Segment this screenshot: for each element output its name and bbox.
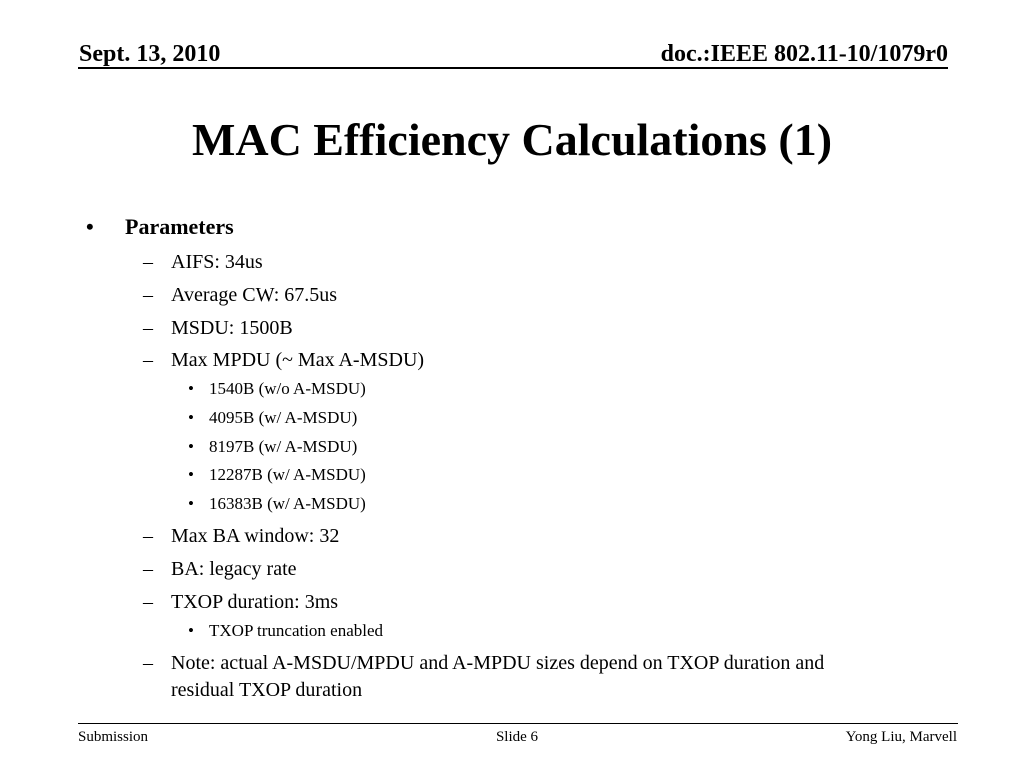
dash-icon: –	[143, 591, 153, 613]
dash-icon: –	[143, 284, 153, 306]
note-line-2: residual TXOP duration	[171, 679, 363, 701]
bullet-icon: •	[188, 465, 194, 484]
param-ba-rate: BA: legacy rate	[171, 558, 297, 580]
bullet-icon: •	[188, 379, 194, 398]
header-doc-id: doc.:IEEE 802.11-10/1079r0	[660, 41, 948, 67]
dash-icon: –	[143, 349, 153, 371]
param-msdu: MSDU: 1500B	[171, 317, 293, 339]
dash-icon: –	[143, 525, 153, 547]
bullet-icon: •	[188, 621, 194, 640]
bullet-icon: •	[188, 437, 194, 456]
mpdu-size-item: 16383B (w/ A-MSDU)	[209, 494, 366, 513]
footer-author: Yong Liu, Marvell	[845, 729, 957, 745]
bullet-icon: •	[86, 214, 94, 239]
param-max-ba-window: Max BA window: 32	[171, 525, 340, 547]
header-date: Sept. 13, 2010	[79, 41, 221, 67]
slide-title: MAC Efficiency Calculations (1)	[191, 114, 833, 165]
dash-icon: –	[143, 317, 153, 339]
dash-icon: –	[143, 652, 153, 674]
parameters-heading: Parameters	[125, 214, 234, 239]
txop-truncation-item: TXOP truncation enabled	[209, 621, 384, 640]
mpdu-size-item: 12287B (w/ A-MSDU)	[209, 465, 366, 484]
mpdu-size-item: 4095B (w/ A-MSDU)	[209, 408, 358, 427]
footer-divider	[78, 723, 958, 724]
param-txop-duration: TXOP duration: 3ms	[171, 591, 339, 613]
footer-submission: Submission	[78, 729, 149, 745]
bullet-icon: •	[188, 408, 194, 427]
footer-slide-number: Slide 6	[495, 729, 539, 745]
bullet-icon: •	[188, 494, 194, 513]
dash-icon: –	[143, 558, 153, 580]
param-aifs: AIFS: 34us	[171, 251, 263, 273]
mpdu-size-item: 8197B (w/ A-MSDU)	[209, 437, 358, 456]
param-average-cw: Average CW: 67.5us	[171, 284, 338, 306]
note-line-1: Note: actual A-MSDU/MPDU and A-MPDU sizes depend on TXOP duration and	[171, 652, 825, 674]
dash-icon: –	[143, 251, 153, 273]
param-max-mpdu: Max MPDU (~ Max A-MSDU)	[171, 349, 425, 371]
mpdu-size-item: 1540B (w/o A-MSDU)	[209, 379, 366, 398]
